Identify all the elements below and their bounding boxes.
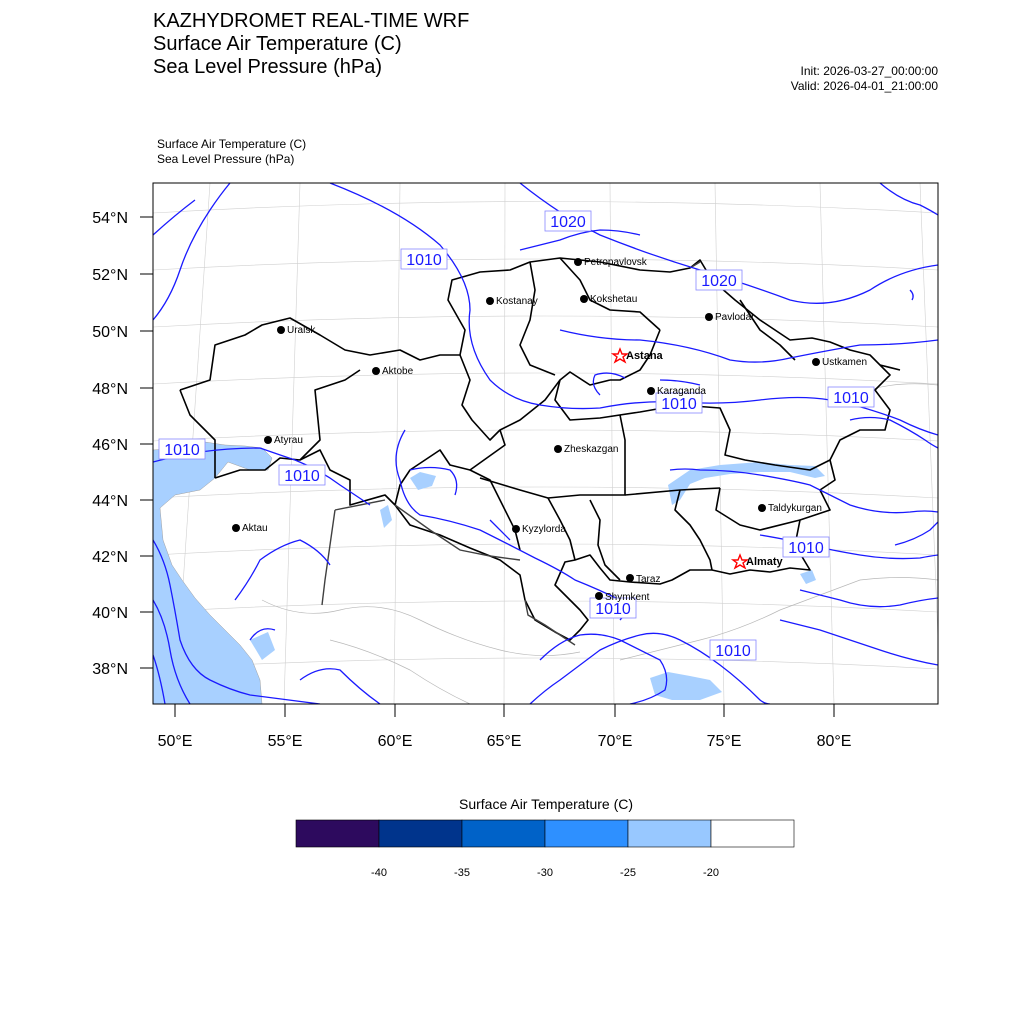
svg-text:Aktobe: Aktobe: [382, 366, 414, 377]
city-marker: [758, 503, 822, 514]
svg-text:1020: 1020: [701, 273, 737, 290]
field-title-temperature: Surface Air Temperature (C): [153, 33, 402, 55]
isobar-label: [159, 439, 205, 459]
svg-text:1010: 1010: [595, 601, 631, 618]
lat-label: 50°N: [92, 324, 128, 341]
colorbar-swatch: [296, 820, 379, 847]
svg-text:1010: 1010: [833, 390, 869, 407]
colorbar-swatch: [379, 820, 462, 847]
svg-text:1010: 1010: [788, 540, 824, 557]
lat-label: 54°N: [92, 210, 128, 227]
svg-text:1020: 1020: [550, 214, 586, 231]
colorbar-swatch: [545, 820, 628, 847]
lat-label: 52°N: [92, 267, 128, 284]
colorbar-swatch: [462, 820, 545, 847]
colorbar-title: Surface Air Temperature (C): [458, 796, 634, 812]
plot-subtitle-line2: Sea Level Pressure (hPa): [157, 152, 295, 166]
svg-text:Uralsk: Uralsk: [287, 325, 316, 336]
colorbar-swatch: [711, 820, 794, 847]
field-title-pressure: Sea Level Pressure (hPa): [153, 56, 383, 78]
colorbar-swatch: [628, 820, 711, 847]
lon-label: 60°E: [377, 733, 413, 750]
lat-label: 42°N: [92, 549, 128, 566]
svg-text:Zheskazgan: Zheskazgan: [564, 444, 619, 455]
svg-text:Kyzylorda: Kyzylorda: [522, 524, 566, 535]
svg-text:1010: 1010: [715, 643, 751, 660]
colorbar: [296, 820, 794, 847]
lon-label: 70°E: [597, 733, 633, 750]
svg-text:Taldykurgan: Taldykurgan: [768, 503, 822, 514]
svg-text:Astana: Astana: [626, 350, 663, 362]
isobar-label: [279, 465, 325, 485]
svg-text:Aktau: Aktau: [242, 523, 268, 534]
lon-label: 55°E: [267, 733, 303, 750]
svg-text:1010: 1010: [406, 252, 442, 269]
lon-label: 80°E: [816, 733, 852, 750]
svg-text:1010: 1010: [661, 396, 697, 413]
svg-text:Pavlodar: Pavlodar: [715, 312, 755, 323]
svg-text:Almaty: Almaty: [746, 556, 783, 568]
valid-time: Valid: 2026-04-01_21:00:00: [790, 79, 938, 93]
city-marker: [574, 257, 648, 268]
city-marker: [554, 444, 618, 455]
svg-text:1010: 1010: [284, 468, 320, 485]
isobar-label: [783, 537, 829, 557]
svg-text:Kokshetau: Kokshetau: [590, 294, 638, 305]
lon-label: 65°E: [486, 733, 522, 750]
svg-text:Karaganda: Karaganda: [657, 386, 706, 397]
init-time: Init: 2026-03-27_00:00:00: [800, 64, 938, 78]
colorbar-label: -30: [537, 867, 553, 879]
svg-text:Kostanay: Kostanay: [496, 296, 538, 307]
lon-labels: [158, 733, 852, 750]
lat-label: 38°N: [92, 661, 128, 678]
colorbar-label: -35: [454, 867, 470, 879]
lon-label: 75°E: [706, 733, 742, 750]
lat-label: 40°N: [92, 605, 128, 622]
lat-labels: [92, 210, 128, 678]
svg-text:Petropavlovsk: Petropavlovsk: [584, 257, 647, 268]
svg-text:1010: 1010: [164, 442, 200, 459]
isobar-label: [710, 640, 756, 660]
svg-text:Atyrau: Atyrau: [274, 435, 303, 446]
lat-label: 48°N: [92, 381, 128, 398]
isobar-label: [696, 270, 742, 290]
lat-label: 44°N: [92, 493, 128, 510]
main-title: KAZHYDROMET REAL-TIME WRF: [153, 10, 470, 32]
svg-text:Taraz: Taraz: [636, 574, 661, 585]
isobar-label: [828, 387, 874, 407]
isobar-label: [545, 211, 591, 231]
colorbar-label: -20: [703, 867, 719, 879]
colorbar-label: -40: [371, 867, 387, 879]
isobar-label: [401, 249, 447, 269]
svg-text:Ustkamen: Ustkamen: [822, 357, 868, 368]
lat-label: 46°N: [92, 437, 128, 454]
plot-subtitle-line1: Surface Air Temperature (C): [157, 137, 307, 151]
lon-label: 50°E: [157, 733, 193, 750]
svg-text:Shymkent: Shymkent: [605, 592, 650, 603]
colorbar-label: -25: [620, 867, 636, 879]
